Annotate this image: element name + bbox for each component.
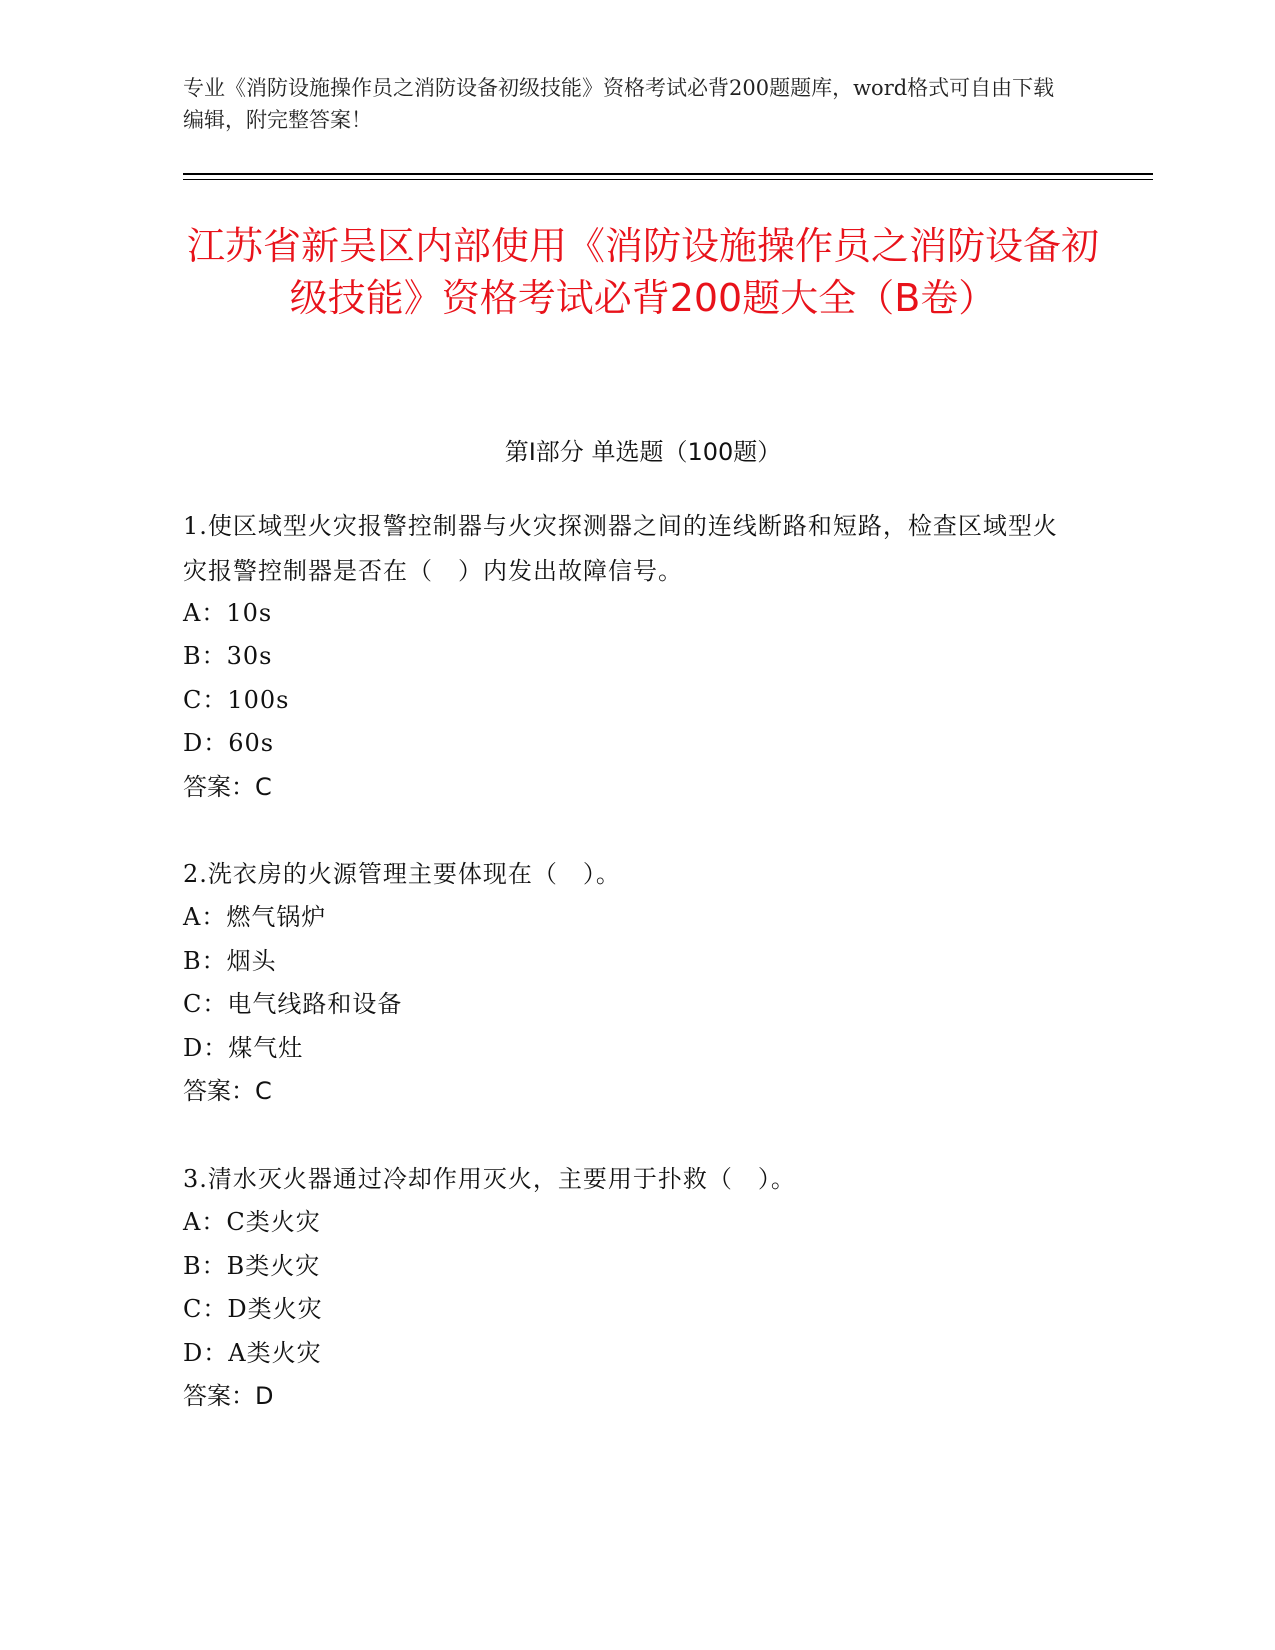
question-option: A：C类火灾 — [183, 1208, 321, 1236]
document-title: 江苏省新吴区内部使用《消防设施操作员之消防设备初级技能》资格考试必背200题大全（B卷） — [186, 224, 1099, 320]
question-option: D：A类火灾 — [183, 1339, 322, 1367]
question-option: B：B类火灾 — [183, 1252, 321, 1280]
header-note: 专业《消防设施操作员之消防设备初级技能》资格考试必背200题题库，word格式可自由下载编辑，附完整答案！ — [183, 76, 1055, 132]
question-option: B：30s — [183, 642, 273, 670]
question-stem: 3.清水灭火器通过冷却作用灭火，主要用于扑救（ ）。 — [183, 1165, 796, 1193]
question-option: C：D类火灾 — [183, 1295, 323, 1323]
question-option: A：燃气锅炉 — [183, 903, 327, 931]
header-rule-thin — [183, 179, 1153, 180]
question-option: B：烟头 — [183, 947, 277, 975]
question-option: D：60s — [183, 729, 275, 757]
header-rule-thick — [183, 173, 1153, 175]
section-title: 第I部分 单选题（100题） — [504, 438, 782, 466]
question-option: A：10s — [183, 599, 273, 627]
question-stem: 2.洗衣房的火源管理主要体现在（ ）。 — [183, 860, 621, 888]
question-stem: 1.使区域型火灾报警控制器与火灾探测器之间的连线断路和短路，检查区域型火灾报警控制器是否在（ ）内发出故障信号。 — [183, 512, 1058, 585]
question-option: D：煤气灶 — [183, 1034, 304, 1062]
question-option: C：电气线路和设备 — [183, 990, 403, 1018]
question-answer: 答案：C — [183, 773, 272, 801]
question-option: C：100s — [183, 686, 290, 714]
question-answer: 答案：C — [183, 1077, 272, 1105]
question-answer: 答案：D — [183, 1382, 274, 1410]
